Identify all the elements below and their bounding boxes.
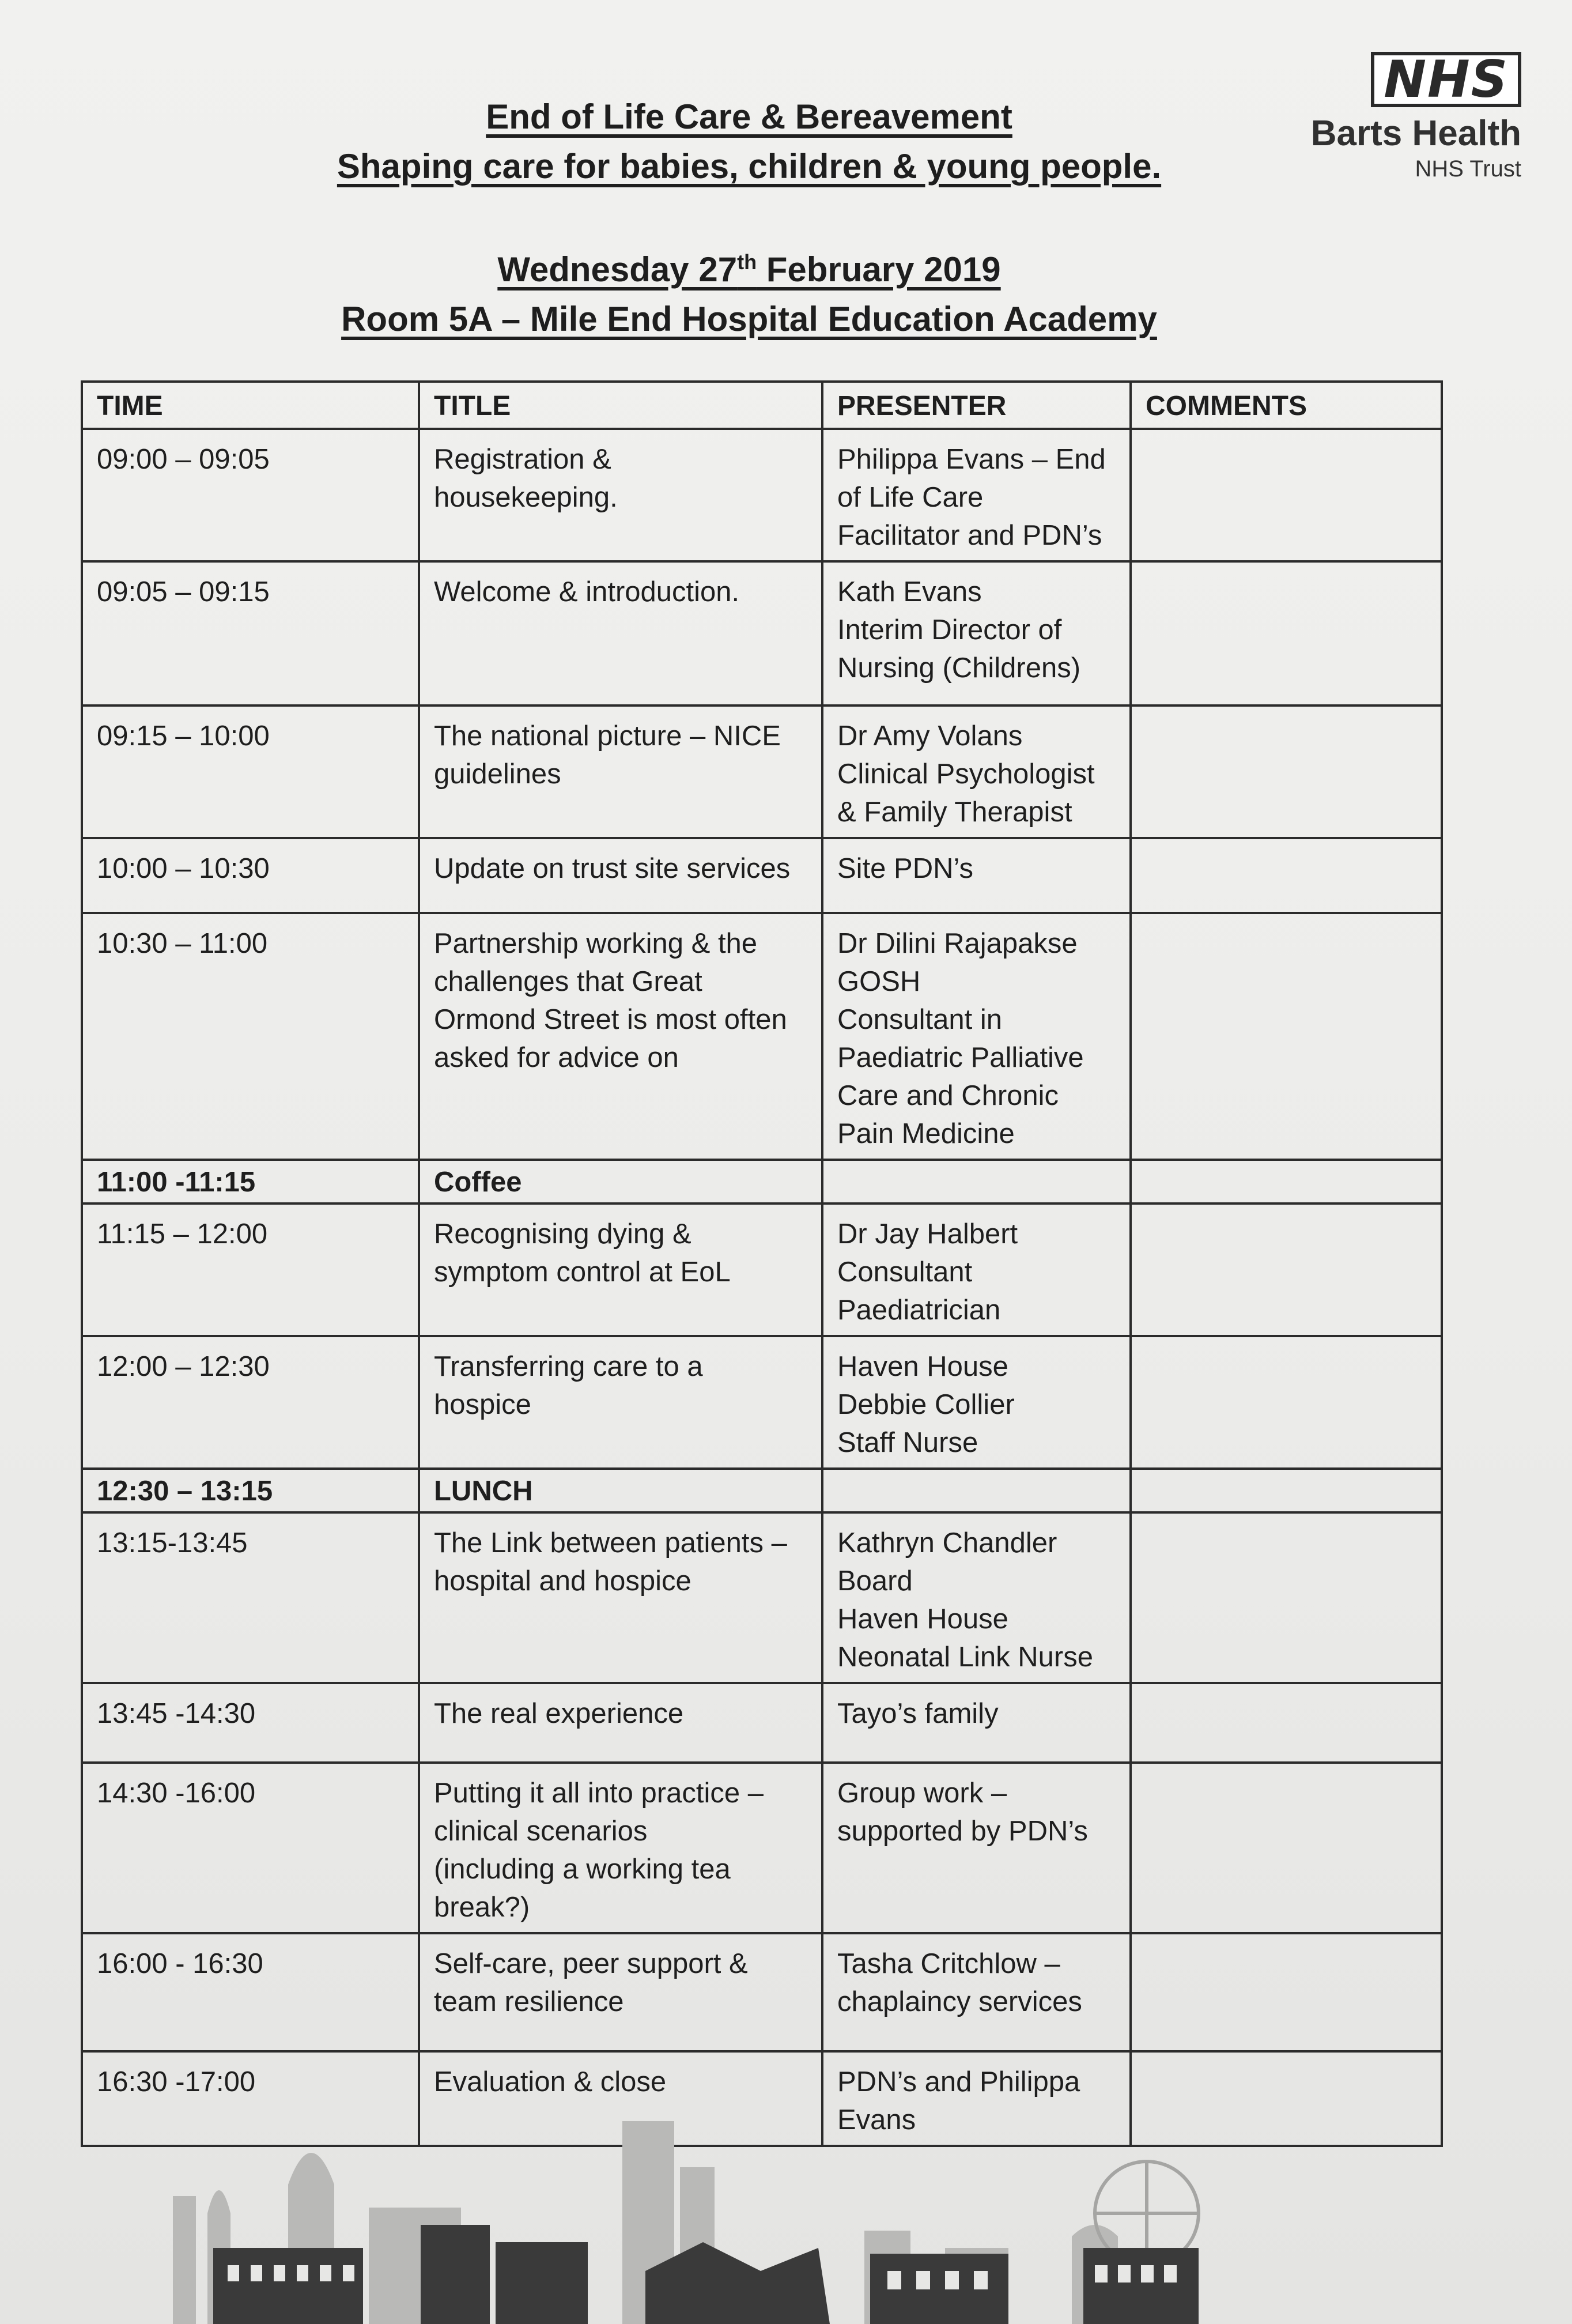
presenter-cell — [822, 1469, 1131, 1512]
header-time: TIME — [82, 382, 419, 429]
agenda-header-row — [82, 382, 1442, 429]
time-cell: 11:15 – 12:00 — [82, 1204, 419, 1336]
presenter-cell: PDN’s and Philippa Evans — [822, 2051, 1131, 2146]
header-comments: COMMENTS — [1131, 382, 1442, 429]
presenter-cell: Dr Dilini Rajapakse GOSH Consultant in Paediatric Palliative Care and Chronic Pain Medicine — [822, 913, 1131, 1160]
comments-cell — [1131, 1763, 1442, 1933]
skyline-illustration — [0, 2098, 1572, 2324]
title-cell: Partnership working & the challenges that Great Ormond Street is most often asked for advice on — [419, 913, 822, 1160]
time-cell: 16:00 - 16:30 — [82, 1933, 419, 2051]
time-cell: 16:30 -17:00 — [82, 2051, 419, 2146]
title-cell: Recognising dying & symptom control at EoL — [419, 1204, 822, 1336]
presenter-cell: Group work – supported by PDN’s — [822, 1763, 1131, 1933]
table-row — [82, 1763, 1442, 1933]
table-row — [82, 1512, 1442, 1683]
comments-cell — [1131, 1204, 1442, 1336]
header-presenter: PRESENTER — [822, 382, 1131, 429]
title-cell: The national picture – NICE guidelines — [419, 705, 822, 838]
presenter-cell — [822, 1160, 1131, 1204]
title-line-2: Shaping care for babies, children & young people. — [337, 147, 1162, 186]
title-cell: Welcome & introduction. — [419, 561, 822, 705]
nhs-logo: NHS — [1371, 52, 1521, 107]
comments-cell — [1131, 1683, 1442, 1763]
title-cell: The Link between patients – hospital and hospice — [419, 1512, 822, 1683]
event-date-prefix: Wednesday 27 — [497, 250, 738, 289]
title-cell: Evaluation & close — [419, 2051, 822, 2146]
comments-cell — [1131, 913, 1442, 1160]
table-row — [82, 561, 1442, 705]
presenter-cell: Dr Amy Volans Clinical Psychologist & Family Therapist — [822, 705, 1131, 838]
event-date-suffix: th — [737, 250, 757, 274]
title-line-1: End of Life Care & Bereavement — [486, 97, 1012, 136]
comments-cell — [1131, 561, 1442, 705]
org-subtitle: NHS Trust — [1415, 156, 1521, 182]
time-cell: 13:45 -14:30 — [82, 1683, 419, 1763]
table-row — [82, 838, 1442, 913]
comments-cell — [1131, 1512, 1442, 1683]
title-cell: Registration & housekeeping. — [419, 429, 822, 561]
time-cell: 09:00 – 09:05 — [82, 429, 419, 561]
table-row — [82, 429, 1442, 561]
org-name: Barts Health — [1310, 114, 1521, 153]
table-row — [82, 1683, 1442, 1763]
header-title: TITLE — [419, 382, 822, 429]
event-date-rest: February 2019 — [757, 250, 1001, 289]
table-row — [82, 1933, 1442, 2051]
agenda-table — [81, 380, 1443, 2147]
presenter-cell: Haven House Debbie Collier Staff Nurse — [822, 1336, 1131, 1469]
event-venue: Room 5A – Mile End Hospital Education Academy — [341, 300, 1157, 338]
comments-cell — [1131, 429, 1442, 561]
title-cell: Self-care, peer support & team resilience — [419, 1933, 822, 2051]
title-cell: LUNCH — [419, 1469, 822, 1512]
presenter-cell: Tayo’s family — [822, 1683, 1131, 1763]
title-cell: The real experience — [419, 1683, 822, 1763]
event-date — [184, 237, 1314, 295]
table-row — [82, 1160, 1442, 1204]
comments-cell — [1131, 1160, 1442, 1204]
time-cell: 11:00 -11:15 — [82, 1160, 419, 1204]
time-cell: 14:30 -16:00 — [82, 1763, 419, 1933]
presenter-cell: Philippa Evans – End of Life Care Facilitator and PDN’s — [822, 429, 1131, 561]
event-details — [184, 237, 1314, 344]
comments-cell — [1131, 838, 1442, 913]
time-cell: 12:30 – 13:15 — [82, 1469, 419, 1512]
presenter-cell: Dr Jay Halbert Consultant Paediatrician — [822, 1204, 1131, 1336]
time-cell: 09:05 – 09:15 — [82, 561, 419, 705]
time-cell: 13:15-13:45 — [82, 1512, 419, 1683]
table-row — [82, 1204, 1442, 1336]
presenter-cell: Kathryn Chandler Board Haven House Neonatal Link Nurse — [822, 1512, 1131, 1683]
comments-cell — [1131, 705, 1442, 838]
title-cell: Update on trust site services — [419, 838, 822, 913]
time-cell: 10:00 – 10:30 — [82, 838, 419, 913]
table-row — [82, 705, 1442, 838]
document-title — [184, 92, 1314, 191]
table-row — [82, 913, 1442, 1160]
nhs-logo-block — [1279, 52, 1521, 182]
table-row — [82, 1336, 1442, 1469]
time-cell: 09:15 – 10:00 — [82, 705, 419, 838]
comments-cell — [1131, 1336, 1442, 1469]
comments-cell — [1131, 1469, 1442, 1512]
table-row — [82, 1469, 1442, 1512]
title-cell: Putting it all into practice – clinical scenarios (including a working tea break?) — [419, 1763, 822, 1933]
presenter-cell: Kath Evans Interim Director of Nursing (Childrens) — [822, 561, 1131, 705]
time-cell: 10:30 – 11:00 — [82, 913, 419, 1160]
title-cell: Coffee — [419, 1160, 822, 1204]
presenter-cell: Site PDN’s — [822, 838, 1131, 913]
comments-cell — [1131, 1933, 1442, 2051]
time-cell: 12:00 – 12:30 — [82, 1336, 419, 1469]
presenter-cell: Tasha Critchlow – chaplaincy services — [822, 1933, 1131, 2051]
title-cell: Transferring care to a hospice — [419, 1336, 822, 1469]
